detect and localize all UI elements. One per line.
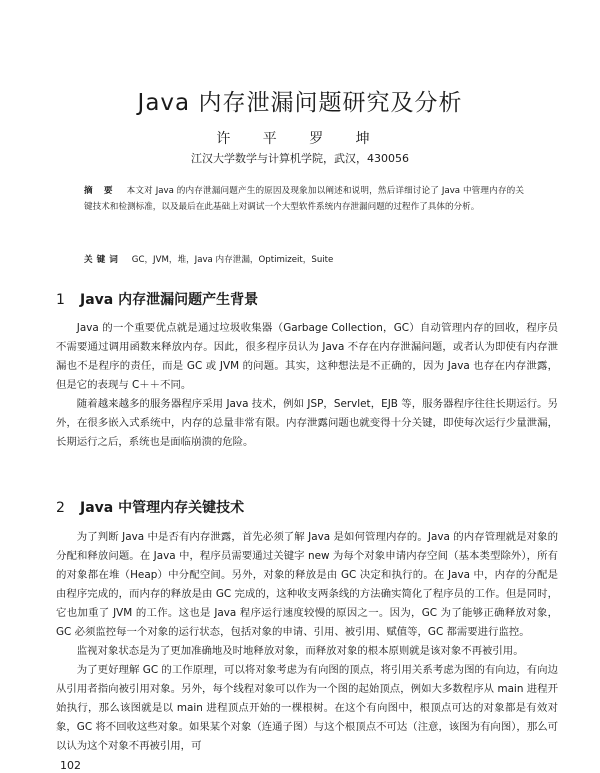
paragraph: 监视对象状态是为了更加准确地及时地释放对象，而释放对象的根本原则就是该对象不再被引用。 bbox=[76, 645, 524, 657]
paragraph: 为了判断 Java 中是否有内存泄露，首先必须了解 Java 是如何管理内存的。Java 的内存管理就是对象的分配和释放问题。在 Java 中，程序员需要通过关键字 new 为每个对象申请内存空间（基本类型除外），所有的对象都在堆（Heap）中分配空间。另外，对象的释放是由 GC 决定和执行的。在 Java 中，内存的分配是由程序完成的，而内存的释放是由 GC 完成的，这种收支两条线的方法确实简化了程序员的工作。但是同时，它也加重了 JVM 的工作。这也是 Java 程序运行速度较慢的原因之一。因为，GC 为了能够正确释放对象，GC 必须监控每一个对象的运行状态，包括对象的申请、引用、被引用、赋值等，GC 都需要进行监控。 bbox=[56, 531, 558, 638]
paragraph: Java 的一个重要优点就是通过垃圾收集器（Garbage Collection，GC）自动管理内存的回收，程序员不需要通过调用函数来释放内存。因此，很多程序员认为 Java 不存在内存泄漏问题，或者认为即使有内存泄漏也不是程序的责任，而是 GC 或 JVM 的问题。其实，这种想法是不正确的，因为 Java 也存在内存泄露，但是它的表现与 C＋＋不同。 bbox=[56, 322, 558, 391]
section-title: Java 内存泄漏问题产生背景 bbox=[80, 292, 259, 308]
paragraph: 为了更好理解 GC 的工作原理，可以将对象考虑为有向图的顶点，将引用关系考虑为图的有向边，有向边从引用者指向被引用对象。另外，每个线程对象可以作为一个图的起始顶点，例如大多数程序从 main 进程开始执行，那么该图就是以 main 进程顶点开始的一棵根树。在这个有向图中，根顶点可达的对象都是有效对象，GC 将不回收这些对象。如果某个对象（连通子图）与这个根顶点不可达（注意，该图为有向图），那么可以认为这个对象不再被引用，可 bbox=[56, 664, 558, 752]
keywords-label: 关键词 bbox=[84, 255, 122, 265]
abstract-block bbox=[84, 183, 524, 215]
paper-affiliation: 江汉大学数学与计算机学院，武汉，430056 bbox=[191, 152, 409, 165]
section-number: 2 bbox=[56, 500, 65, 516]
page-number: 102 bbox=[60, 759, 81, 772]
paper-authors: 许 平 罗 坤 bbox=[216, 131, 384, 147]
section-number: 1 bbox=[56, 292, 65, 308]
keywords-block bbox=[84, 253, 524, 267]
section-title: Java 中管理内存关键技术 bbox=[80, 500, 245, 516]
paper-title: Java 内存泄漏问题研究及分析 bbox=[137, 90, 463, 116]
section-2-body bbox=[56, 528, 558, 756]
keywords-text: GC，JVM，堆，Java 内存泄漏，Optimizeit，Suite bbox=[131, 255, 334, 265]
abstract-label: 摘 要 bbox=[84, 186, 117, 196]
section-1-body bbox=[56, 319, 558, 452]
section-heading-2 bbox=[56, 497, 556, 517]
abstract-text: 本文对 Java 的内存泄漏问题产生的原因及现象加以阐述和说明，然后详细讨论了 Java 中管理内存的关键技术和检测标准，以及最后在此基础上对调试一个大型软件系统内存泄漏问题的过程作了具体的分析。 bbox=[84, 186, 524, 212]
section-heading-1 bbox=[56, 289, 556, 309]
paragraph: 随着越来越多的服务器程序采用 Java 技术，例如 JSP，Servlet，EJB 等，服务器程序往往长期运行。另外，在很多嵌入式系统中，内存的总量非常有限。内存泄露问题也就变得十分关键，即使每次运行少量泄漏，长期运行之后，系统也是面临崩溃的危险。 bbox=[56, 398, 558, 448]
